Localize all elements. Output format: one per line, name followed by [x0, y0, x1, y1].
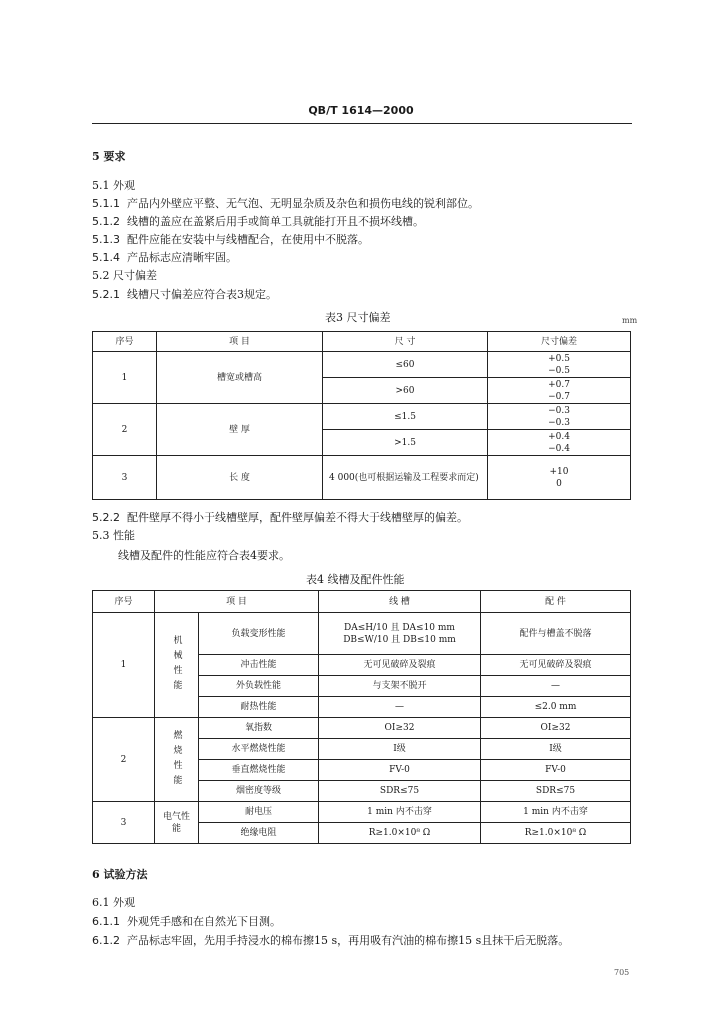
- trough-cell: [319, 613, 481, 655]
- header-rule: [92, 123, 632, 124]
- item-cell: 耐电压: [199, 802, 319, 823]
- item-cell: 耐热性能: [199, 697, 319, 718]
- row-number: 3: [93, 802, 155, 844]
- clause-number: 5.1.1: [92, 197, 120, 210]
- table-row: [93, 352, 631, 378]
- item-cell: 烟密度等级: [199, 781, 319, 802]
- row-number: 2: [93, 718, 155, 802]
- clause-text: 产品标志应清晰牢固。: [127, 251, 237, 264]
- row-number: 1: [93, 352, 157, 404]
- header-cell: 尺寸偏差: [488, 332, 631, 352]
- lower-deviation: −0.7: [548, 391, 570, 402]
- header-cell: 线 槽: [319, 591, 481, 613]
- clause-5-2-1: [92, 288, 277, 302]
- clause-5-1: 5.1 外观: [92, 179, 135, 192]
- item-cell: 壁 厚: [157, 404, 323, 456]
- requirement-line: DB≤W/10 且 DB≤10 mm: [343, 634, 456, 645]
- clause-5-3: 5.3 性能: [92, 529, 135, 542]
- trough-cell: I级: [319, 739, 481, 760]
- fitting-cell: —: [481, 676, 631, 697]
- clause-text: 产品标志牢固，先用手持浸水的棉布擦15 s，再用吸有汽油的棉布擦15 s且抹干后无脱落。: [127, 934, 570, 947]
- clause-5-1-3: [92, 233, 369, 247]
- table-3-caption: 表3 尺寸偏差: [325, 311, 391, 324]
- row-number: 1: [93, 613, 155, 718]
- clause-text: 配件壁厚不得小于线槽壁厚，配件壁厚偏差不得大于线槽壁厚的偏差。: [127, 511, 468, 524]
- header-cell: 项 目: [157, 332, 323, 352]
- trough-cell: SDR≤75: [319, 781, 481, 802]
- fitting-cell: I级: [481, 739, 631, 760]
- page-number: 705: [614, 968, 630, 977]
- category-cell: 机械性能: [155, 613, 199, 718]
- clause-text: 外观凭手感和在自然光下目测。: [127, 915, 281, 928]
- size-cell: >60: [323, 378, 488, 404]
- fitting-cell: FV-0: [481, 760, 631, 781]
- table-row: [93, 718, 631, 739]
- clause-number: 5.1.3: [92, 233, 120, 246]
- deviation-cell: [488, 404, 631, 430]
- fitting-cell: 配件与槽盖不脱落: [481, 613, 631, 655]
- trough-cell: FV-0: [319, 760, 481, 781]
- clause-5-2-2: [92, 511, 468, 525]
- upper-deviation: +0.4: [548, 431, 570, 442]
- table-3-size-deviation: [92, 331, 631, 500]
- upper-deviation: +0.5: [548, 353, 570, 364]
- category-cell: 燃烧性能: [155, 718, 199, 802]
- deviation-cell: [488, 352, 631, 378]
- table-4-caption: 表4 线槽及配件性能: [306, 573, 405, 586]
- clause-text: 线槽尺寸偏差应符合表3规定。: [127, 288, 277, 301]
- header-cell: 配 件: [481, 591, 631, 613]
- fitting-cell: OI≥32: [481, 718, 631, 739]
- item-cell: 长 度: [157, 456, 323, 500]
- lower-deviation: 0: [556, 478, 562, 489]
- item-cell: 垂直燃烧性能: [199, 760, 319, 781]
- size-cell: ≤1.5: [323, 404, 488, 430]
- requirement-line: DA≤H/10 且 DA≤10 mm: [344, 622, 455, 633]
- table-row: [93, 404, 631, 430]
- clause-6-1-1: [92, 915, 281, 929]
- table-header-row: [93, 591, 631, 613]
- trough-cell: 与支架不脱开: [319, 676, 481, 697]
- fitting-cell: 1 min 内不击穿: [481, 802, 631, 823]
- header-cell: 项 目: [155, 591, 319, 613]
- trough-cell: R≥1.0×10⁸ Ω: [319, 823, 481, 844]
- item-cell: 槽宽或槽高: [157, 352, 323, 404]
- clause-text: 线槽的盖应在盖紧后用手或简单工具就能打开且不损坏线槽。: [127, 215, 424, 228]
- item-cell: 外负载性能: [199, 676, 319, 697]
- table-row: [93, 613, 631, 655]
- lower-deviation: −0.3: [548, 417, 570, 428]
- item-cell: 冲击性能: [199, 655, 319, 676]
- trough-cell: 1 min 内不击穿: [319, 802, 481, 823]
- size-cell: >1.5: [323, 430, 488, 456]
- clause-6-1-2: [92, 934, 569, 948]
- clause-6-1: 6.1 外观: [92, 896, 135, 909]
- header-cell: 尺 寸: [323, 332, 488, 352]
- clause-number: 6.1.2: [92, 934, 120, 947]
- lower-deviation: −0.5: [548, 365, 570, 376]
- clause-text: 配件应能在安装中与线槽配合，在使用中不脱落。: [127, 233, 369, 246]
- table-4-performance: [92, 590, 631, 844]
- upper-deviation: −0.3: [548, 405, 570, 416]
- item-cell: 负载变形性能: [199, 613, 319, 655]
- header-cell: 序号: [93, 332, 157, 352]
- fitting-cell: 无可见破碎及裂痕: [481, 655, 631, 676]
- clause-5-2: 5.2 尺寸偏差: [92, 269, 157, 282]
- clause-number: 6.1.1: [92, 915, 120, 928]
- table-header-row: [93, 332, 631, 352]
- upper-deviation: +0.7: [548, 379, 570, 390]
- item-cell: 氧指数: [199, 718, 319, 739]
- row-number: 2: [93, 404, 157, 456]
- section-6-title: 6 试验方法: [92, 868, 148, 881]
- row-number: 3: [93, 456, 157, 500]
- item-cell: 绝缘电阻: [199, 823, 319, 844]
- table-3-unit: mm: [622, 316, 638, 325]
- clause-number: 5.2.1: [92, 288, 120, 301]
- table-row: [93, 456, 631, 500]
- deviation-cell: [488, 378, 631, 404]
- clause-number: 5.2.2: [92, 511, 120, 524]
- trough-cell: 无可见破碎及裂痕: [319, 655, 481, 676]
- header-cell: 序号: [93, 591, 155, 613]
- size-cell: ≤60: [323, 352, 488, 378]
- clause-5-1-2: [92, 215, 424, 229]
- fitting-cell: R≥1.0×10⁸ Ω: [481, 823, 631, 844]
- deviation-cell: [488, 430, 631, 456]
- item-cell: 水平燃烧性能: [199, 739, 319, 760]
- size-cell: 4 000(也可根据运输及工程要求而定): [323, 456, 488, 500]
- category-cell: 电气性能: [155, 802, 199, 844]
- section-5-title: 5 要求: [92, 150, 126, 163]
- lower-deviation: −0.4: [548, 443, 570, 454]
- trough-cell: OI≥32: [319, 718, 481, 739]
- clause-number: 5.1.2: [92, 215, 120, 228]
- clause-text: 产品内外壁应平整、无气泡、无明显杂质及杂色和损伤电线的锐利部位。: [127, 197, 479, 210]
- deviation-cell: [488, 456, 631, 500]
- clause-5-1-4: [92, 251, 237, 265]
- clause-5-1-1: [92, 197, 479, 211]
- clause-number: 5.1.4: [92, 251, 120, 264]
- upper-deviation: +10: [549, 466, 569, 477]
- fitting-cell: ≤2.0 mm: [481, 697, 631, 718]
- standard-code-header: QB/T 1614—2000: [308, 104, 414, 117]
- trough-cell: —: [319, 697, 481, 718]
- table-row: [93, 802, 631, 823]
- fitting-cell: SDR≤75: [481, 781, 631, 802]
- clause-5-3-text: 线槽及配件的性能应符合表4要求。: [118, 549, 290, 562]
